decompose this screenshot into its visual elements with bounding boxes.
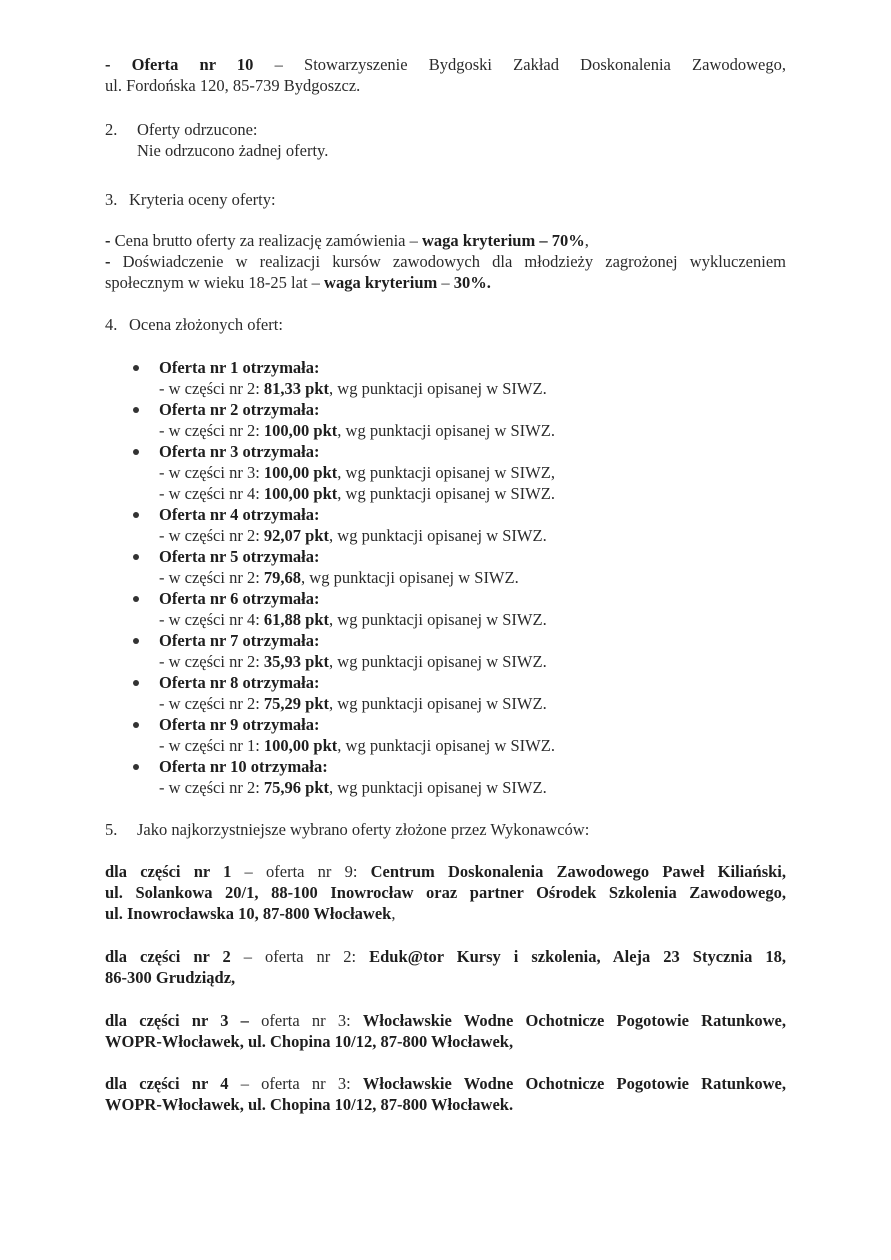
offer-part-prefix: - w części nr 3: [159, 463, 264, 482]
intro-offer-label: Oferta nr 10 [131, 55, 254, 74]
bullet-icon [133, 680, 139, 686]
offer-part-prefix: - w części nr 4: [159, 484, 264, 503]
offer-title: Oferta nr 4 otrzymała: [159, 505, 320, 524]
offer-score: 79,68 [263, 568, 302, 587]
winner-2-line1: Eduk@tor Kursy i szkolenia, Aleja 23 Stycznia 18, [369, 947, 786, 966]
winner-part-4 [105, 1073, 786, 1115]
offer-title: Oferta nr 7 otrzymała: [159, 631, 320, 650]
offer-item [105, 672, 786, 714]
criterion-experience-line2 [105, 272, 786, 293]
offer-part-score [159, 420, 786, 441]
offer-score: 61,88 pkt [263, 610, 330, 629]
section-2-number: 2. [105, 120, 118, 139]
winner-3-mid: oferta nr 3: [248, 1011, 363, 1030]
winner-3-line1: Włocławskie Wodne Ochotnicze Pogotowie Ratunkowe, [362, 1011, 786, 1030]
offer-part-suffix: , wg punktacji opisanej w SIWZ. [337, 421, 555, 440]
offer-part-score [159, 378, 786, 399]
offer-item [105, 357, 786, 399]
bullet-icon [133, 722, 139, 728]
offer-part-suffix: , wg punktacji opisanej w SIWZ. [329, 694, 547, 713]
winner-4-part: dla części nr 4 [105, 1074, 229, 1093]
offer-part-suffix: , wg punktacji opisanej w SIWZ. [329, 652, 547, 671]
winner-1-mid: – oferta nr 9: [231, 862, 371, 881]
offer-part-suffix: , wg punktacji opisanej w SIWZ. [329, 526, 547, 545]
bullet-icon [133, 512, 139, 518]
winner-1-end: , [391, 904, 396, 923]
winner-2-mid: – oferta nr 2: [230, 947, 370, 966]
offer-part-prefix: - w części nr 2: [159, 652, 264, 671]
section-criteria [105, 189, 786, 210]
offer-part-score [159, 609, 786, 630]
offer-item [105, 588, 786, 630]
section-2-title: Oferty odrzucone: [137, 120, 258, 139]
winner-1-line1: Centrum Doskonalenia Zawodowego Paweł Kiliański, [370, 862, 786, 881]
offer-title: Oferta nr 10 otrzymała: [159, 757, 328, 776]
criterion-experience-line1 [105, 251, 786, 272]
criterion-1-dash: - [105, 231, 111, 250]
criterion-2-weight-value: 30%. [453, 273, 491, 292]
offer-score: 75,29 pkt [263, 694, 330, 713]
offer-part-suffix: , wg punktacji opisanej w SIWZ, [337, 463, 555, 482]
intro-offer-dash: - [105, 55, 111, 74]
offer-score: 100,00 pkt [263, 421, 338, 440]
winner-4-line1: Włocławskie Wodne Ochotnicze Pogotowie Ratunkowe, [362, 1074, 786, 1093]
offer-score: 100,00 pkt [263, 484, 338, 503]
offer-part-prefix: - w części nr 2: [159, 379, 264, 398]
offer-part-suffix: , wg punktacji opisanej w SIWZ. [329, 778, 547, 797]
criterion-1-end: , [584, 231, 589, 250]
section-3-title: Kryteria oceny oferty: [129, 190, 276, 209]
winner-4-mid: – oferta nr 3: [228, 1074, 363, 1093]
criterion-2-weight-tail: – [437, 273, 454, 292]
bullet-icon [133, 554, 139, 560]
winner-3-line2: WOPR-Włocławek, ul. Chopina 10/12, 87-800 Włocławek, [105, 1032, 514, 1051]
section-4-number: 4. [105, 315, 118, 334]
offer-part-prefix: - w części nr 1: [159, 736, 264, 755]
offer-item [105, 504, 786, 546]
offer-part-score [159, 483, 786, 504]
offers-list [105, 357, 786, 798]
criteria-list [105, 230, 786, 293]
bullet-icon [133, 407, 139, 413]
section-5-title: Jako najkorzystniejsze wybrano oferty złożone przez Wykonawców: [137, 820, 590, 839]
offer-part-score [159, 525, 786, 546]
offer-part-prefix: - w części nr 4: [159, 610, 264, 629]
offer-part-prefix: - w części nr 2: [159, 778, 264, 797]
offer-score: 75,96 pkt [263, 778, 330, 797]
offer-part-suffix: , wg punktacji opisanej w SIWZ. [337, 484, 555, 503]
winner-2-line2: 86-300 Grudziądz, [105, 968, 236, 987]
section-4-title: Ocena złożonych ofert: [129, 315, 283, 334]
winner-1-line3: ul. Inowrocławska 10, 87-800 Włocławek [105, 904, 392, 923]
offer-item [105, 441, 786, 504]
bullet-icon [133, 449, 139, 455]
offer-part-suffix: , wg punktacji opisanej w SIWZ. [329, 610, 547, 629]
criterion-2-line1: Doświadczenie w realizacji kursów zawodowych dla młodzieży zagrożonej wykluczeniem [110, 252, 786, 271]
offer-item [105, 714, 786, 756]
offer-score: 92,07 pkt [263, 526, 330, 545]
offer-part-suffix: , wg punktacji opisanej w SIWZ. [329, 379, 547, 398]
offer-title: Oferta nr 8 otrzymała: [159, 673, 320, 692]
winner-part-1 [105, 861, 786, 924]
offer-title: Oferta nr 1 otrzymała: [159, 358, 320, 377]
criterion-2-weight: waga kryterium [324, 273, 438, 292]
intro-offer-sep: – [274, 55, 283, 74]
offer-title: Oferta nr 2 otrzymała: [159, 400, 320, 419]
offer-score: 100,00 pkt [263, 463, 338, 482]
criterion-1-weight: waga kryterium – 70% [422, 231, 585, 250]
offer-part-suffix: , wg punktacji opisanej w SIWZ. [337, 736, 555, 755]
offers-evaluation-list [105, 357, 786, 798]
offer-part-score [159, 735, 786, 756]
offer-part-prefix: - w części nr 2: [159, 421, 264, 440]
offer-score: 81,33 pkt [263, 379, 330, 398]
offer-item [105, 630, 786, 672]
offer-item [105, 399, 786, 441]
intro-offer-line1 [105, 54, 786, 75]
offer-part-score [159, 462, 786, 483]
bullet-icon [133, 596, 139, 602]
offer-item [105, 756, 786, 798]
section-5-number: 5. [105, 820, 118, 839]
section-rejected [105, 119, 786, 161]
section-winners [105, 819, 786, 840]
criterion-1-text: Cena brutto oferty za realizację zamówienia – [110, 231, 423, 250]
criterion-2-line2: społecznym w wieku 18-25 lat – [105, 273, 325, 292]
criterion-2-dash: - [105, 252, 111, 271]
offer-title: Oferta nr 5 otrzymała: [159, 547, 320, 566]
offer-part-score [159, 567, 786, 588]
winner-4-line2: WOPR-Włocławek, ul. Chopina 10/12, 87-800 Włocławek. [105, 1095, 514, 1114]
winner-1-line2: ul. Solankowa 20/1, 88-100 Inowrocław oraz partner Ośrodek Szkolenia Zawodowego, [105, 883, 786, 902]
winner-2-part: dla części nr 2 [105, 947, 231, 966]
section-2-text: Nie odrzucono żadnej oferty. [137, 141, 329, 160]
offer-item [105, 546, 786, 588]
intro-offer-address: ul. Fordońska 120, 85-739 Bydgoszcz. [105, 76, 361, 95]
offer-part-score [159, 693, 786, 714]
offer-title: Oferta nr 6 otrzymała: [159, 589, 320, 608]
intro-offer-name: Stowarzyszenie Bydgoski Zakład Doskonalenia Zawodowego, [304, 55, 786, 74]
bullet-icon [133, 638, 139, 644]
section-evaluation [105, 314, 786, 335]
offer-part-prefix: - w części nr 2: [159, 694, 264, 713]
offer-score: 35,93 pkt [263, 652, 330, 671]
winner-part-2 [105, 946, 786, 988]
offer-part-prefix: - w części nr 2: [159, 568, 264, 587]
offer-score: 100,00 pkt [263, 736, 338, 755]
winner-1-part: dla części nr 1 [105, 862, 232, 881]
bullet-icon [133, 365, 139, 371]
offer-part-score [159, 777, 786, 798]
offer-part-suffix: , wg punktacji opisanej w SIWZ. [301, 568, 519, 587]
winner-part-3 [105, 1010, 786, 1052]
offer-part-prefix: - w części nr 2: [159, 526, 264, 545]
section-3-number: 3. [105, 190, 118, 209]
intro-offer [105, 54, 786, 96]
winner-3-part: dla części nr 3 – [105, 1011, 249, 1030]
bullet-icon [133, 764, 139, 770]
offer-title: Oferta nr 3 otrzymała: [159, 442, 320, 461]
criterion-price [105, 230, 786, 251]
offer-part-score [159, 651, 786, 672]
offer-title: Oferta nr 9 otrzymała: [159, 715, 320, 734]
